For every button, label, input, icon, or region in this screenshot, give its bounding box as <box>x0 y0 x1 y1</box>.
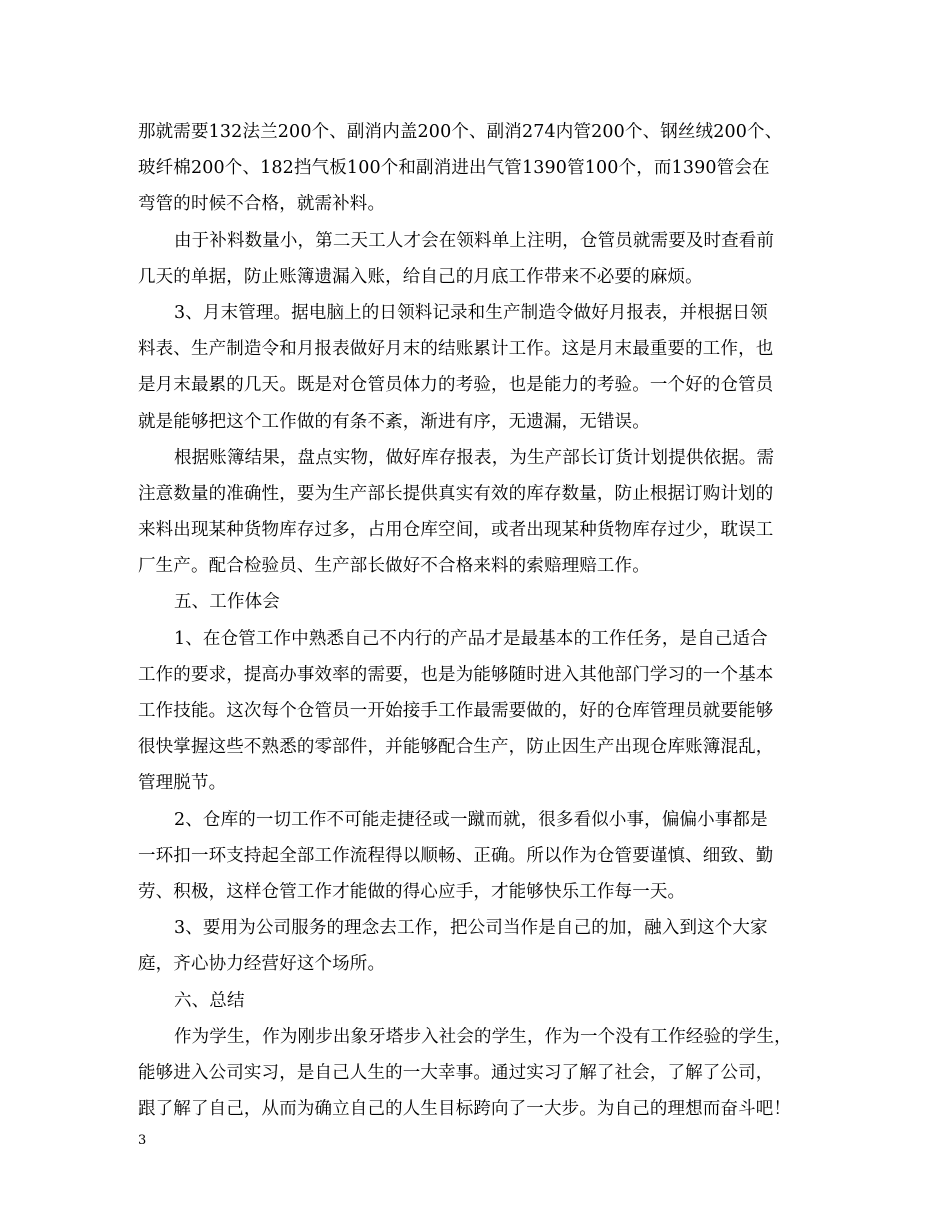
text-line: 就是能够把这个工作做的有条不紊，渐进有序，无遗漏，无错误。 <box>138 411 650 432</box>
text-line: 2、仓库的一切工作不可能走捷径或一蹴而就，很多看似小事，偏偏小事都是 <box>174 809 768 830</box>
text-line: 3、月末管理。据电脑上的日领料记录和生产制造令做好月报表，并根据日领 <box>174 302 768 323</box>
text-line: 来料出现某种货物库存过多，占用仓库空间，或者出现某种货物库存过少，耽误工 <box>138 520 774 541</box>
text-line: 由于补料数量小，第二天工人才会在领料单上注明，仓管员就需要及时查看前 <box>174 230 775 251</box>
text-line: 那就需要132法兰200个、副消内盖200个、副消274内管200个、钢丝绒200个、 <box>138 122 783 142</box>
text-line: 3、要用为公司服务的理念去工作，把公司当作是自己的加，融入到这个大家 <box>174 918 768 939</box>
text-line: 注意数量的准确性，要为生产部长提供真实有效的库存数量，防止根据订购计划的 <box>138 483 774 504</box>
text-line: 作为学生，作为刚步出象牙塔步入社会的学生，作为一个没有工作经验的学生， <box>174 1026 792 1047</box>
text-line: 工作技能。这次每个仓管员一开始接手工作最需要做的，好的仓库管理员就要能够 <box>138 701 774 721</box>
text-line: 很快掌握这些不熟悉的零部件，并能够配合生产，防止因生产出现仓库账簿混乱， <box>138 737 774 758</box>
text-line: 劳、积极，这样仓管工作才能做的得心应手，才能够快乐工作每一天。 <box>138 881 686 902</box>
text-line: 几天的单据，防止账簿遗漏入账，给自己的月底工作带来不必要的麻烦。 <box>138 266 703 287</box>
text-line: 弯管的时候不合格，就需补料。 <box>138 194 386 215</box>
text-line: 能够进入公司实习，是自己人生的一大幸事。通过实习了解了社会，了解了公司， <box>138 1062 774 1083</box>
text-line: 一环扣一环支持起全部工作流程得以顺畅、正确。所以作为仓管要谨慎、细致、勤 <box>138 845 774 866</box>
page-number: 3 <box>138 1133 147 1148</box>
section-heading: 六、总结 <box>174 990 245 1011</box>
text-line: 根据账簿结果，盘点实物，做好库存报表，为生产部长订货计划提供依据。需 <box>174 447 775 468</box>
text-line: 工作的要求，提高办事效率的需要，也是为能够随时进入其他部门学习的一个基本 <box>138 664 774 685</box>
document-body <box>138 114 828 1127</box>
text-line: 玻纤棉200个、182挡气板100个和副消进出气管1390管100个，而1390管会在 <box>138 158 770 179</box>
text-line: 厂生产。配合检验员、生产部长做好不合格来料的索赔理赔工作。 <box>138 556 650 577</box>
text-line: 庭，齐心协力经营好这个场所。 <box>138 954 386 975</box>
text-line: 1、在仓管工作中熟悉自己不内行的产品才是最基本的工作任务，是自己适合 <box>174 628 768 649</box>
section-heading: 五、工作体会 <box>174 592 280 613</box>
text-line: 是月末最累的几天。既是对仓管员体力的考验，也是能力的考验。一个好的仓管员 <box>138 375 774 396</box>
text-line: 管理脱节。 <box>138 773 227 794</box>
text-line: 跟了解了自己，从而为确立自己的人生目标跨向了一大步。为自己的理想而奋斗吧！ <box>138 1099 792 1120</box>
text-line: 料表、生产制造令和月报表做好月末的结账累计工作。这是月末最重要的工作，也 <box>138 339 774 360</box>
